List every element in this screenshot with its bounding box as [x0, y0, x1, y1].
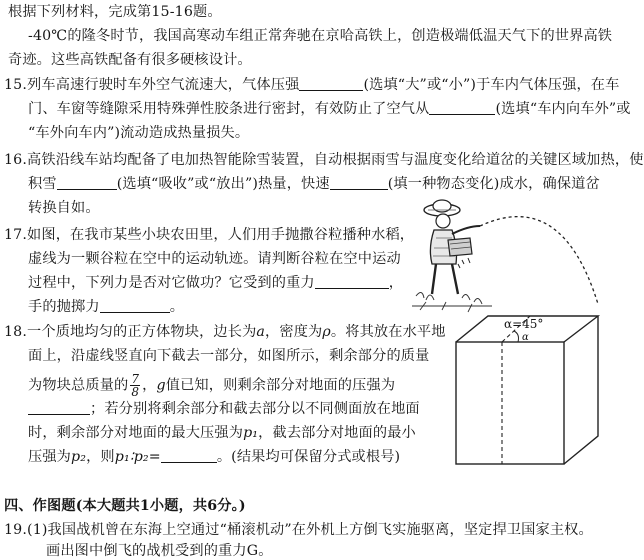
- fraction-denominator: 8: [131, 385, 140, 399]
- q18-line-6: [28, 448, 400, 466]
- q18-var-rho: ρ: [322, 324, 331, 340]
- q18-ratio: p₁∶p₂=: [114, 449, 161, 465]
- q18-var-p2: p₂: [71, 449, 87, 465]
- q18-text-d: 为物块总质量的: [28, 377, 129, 394]
- q18-text-i: ，截去部分对地面的最小: [258, 425, 416, 441]
- q18-text-l: 。(结果均可保留分式或根号): [216, 449, 401, 465]
- intro-heading: 根据下列材料，完成第15-16题。: [8, 4, 222, 20]
- q19-line-2: 画出图中倒飞的战机受到的重力G。: [46, 543, 273, 559]
- q16-blank-2[interactable]: [330, 175, 388, 190]
- q18-blank-1[interactable]: [28, 400, 90, 415]
- q17-text-a: 过程中，下列力是否对它做功？它受到的重力: [28, 275, 315, 291]
- cube-figure: [448, 312, 608, 470]
- q18-text-k: ，则: [86, 449, 115, 465]
- q18-text-f: 值已知，则剩余部分对地面的压强为: [165, 377, 396, 394]
- grain-trajectory: [480, 217, 598, 304]
- q15-text-d: (选填“车内向车外”或: [495, 101, 631, 117]
- q18-text-a: 18.一个质地均匀的正方体物块，边长为: [4, 324, 257, 340]
- throwing-arm: [452, 226, 480, 234]
- q15-line-3: “车外向车内”)流动造成热量损失。: [28, 125, 250, 141]
- q15-line-1: [4, 76, 619, 94]
- q17-line-2: 虚线为一颗谷粒在空中的运动轨迹。请判断谷粒在空中运动: [28, 251, 401, 267]
- q17-blank-1[interactable]: [315, 274, 389, 289]
- q18-var-a: a: [256, 324, 266, 340]
- cube-front-face: [456, 342, 564, 464]
- fraction-seven-eighths: [130, 373, 140, 398]
- q18-text-e: ，: [142, 377, 157, 394]
- q17-text-c: 手的抛掷力: [28, 299, 100, 315]
- q15-text-a: 15.列车高速行驶时车外空气流速大，气体压强: [4, 77, 300, 93]
- q17-blank-2[interactable]: [100, 298, 170, 313]
- farmer-legs: [432, 264, 458, 294]
- q17-line-4: [28, 298, 184, 316]
- q16-line-3: 转换自如。: [28, 200, 100, 216]
- q17-text-d: 。: [169, 299, 185, 315]
- angle-label: α=45°: [504, 317, 544, 331]
- q16-blank-1[interactable]: [57, 175, 117, 190]
- q15-line-2: [28, 100, 631, 118]
- q15-blank-2[interactable]: [429, 100, 495, 115]
- section-4-title: 四、作图题(本大题共1小题，共6分。): [4, 498, 246, 514]
- q18-text-b: ，密度为: [265, 324, 323, 340]
- q15-text-c: 门、车窗等缝隙采用特殊弹性胶条进行密封，有效防止了空气从: [28, 101, 430, 117]
- q17-text-b: ，: [388, 275, 404, 291]
- q16-text-c: (填一种物态变化)成水，确保道岔: [387, 176, 600, 192]
- q17-line-3: [28, 274, 403, 292]
- q19-line-1: 19.(1)我国战机曾在东海上空通过“桶滚机动”在外机上方倒飞实施驱离，坚定捍卫国家主权。: [4, 522, 593, 538]
- q18-var-g: g: [156, 377, 166, 394]
- q16-text-b: (选填“吸收”或“放出”)热量，快速: [116, 176, 330, 192]
- q18-line-2: 面上，沿虚线竖直向下截去一部分，如图所示，剩余部分的质量: [28, 348, 430, 364]
- q18-line-3: [28, 373, 395, 398]
- q18-text-j: 压强为: [28, 449, 72, 465]
- q16-line-1: 16.高铁沿线车站均配备了电加热智能除雪装置，自动根据雨雪与温度变化给道岔的关键区域加热，使: [4, 152, 644, 168]
- q18-line-4: [28, 400, 420, 418]
- farmer-sowing-figure: [412, 198, 608, 316]
- q15-text-b: (选填“大”或“小”)于车内气体压强，在车: [363, 77, 620, 93]
- angle-symbol: α: [522, 332, 529, 343]
- intro-text-line-2: 奇迹。这些高铁配备有很多硬核设计。: [8, 52, 252, 68]
- q18-text-h: 时，剩余部分对地面的最大压强为: [28, 425, 244, 441]
- q16-line-2: [28, 175, 600, 193]
- q18-line-1: [4, 323, 446, 341]
- intro-text-line-1: -40℃的隆冬时节，我国高寒动车组正常奔驰在京哈高铁上，创造极端低温天气下的世界高铁: [28, 28, 613, 44]
- q18-text-c: 。将其放在水平地: [330, 324, 446, 340]
- q18-text-g: ；若分别将剩余部分和截去部分以不同侧面放在地面: [90, 401, 420, 417]
- fraction-numerator: 7: [131, 372, 140, 386]
- q18-var-p1: p₁: [243, 425, 259, 441]
- q17-line-1: 17.如图，在我市某些小块农田里，人们用手抛撒谷粒播种水稻，: [4, 227, 415, 243]
- q15-blank-1[interactable]: [299, 76, 363, 91]
- q16-text-a: 积雪: [28, 176, 57, 192]
- angle-arc: [514, 331, 519, 342]
- q18-blank-2[interactable]: [161, 448, 217, 463]
- q18-line-5: [28, 424, 416, 442]
